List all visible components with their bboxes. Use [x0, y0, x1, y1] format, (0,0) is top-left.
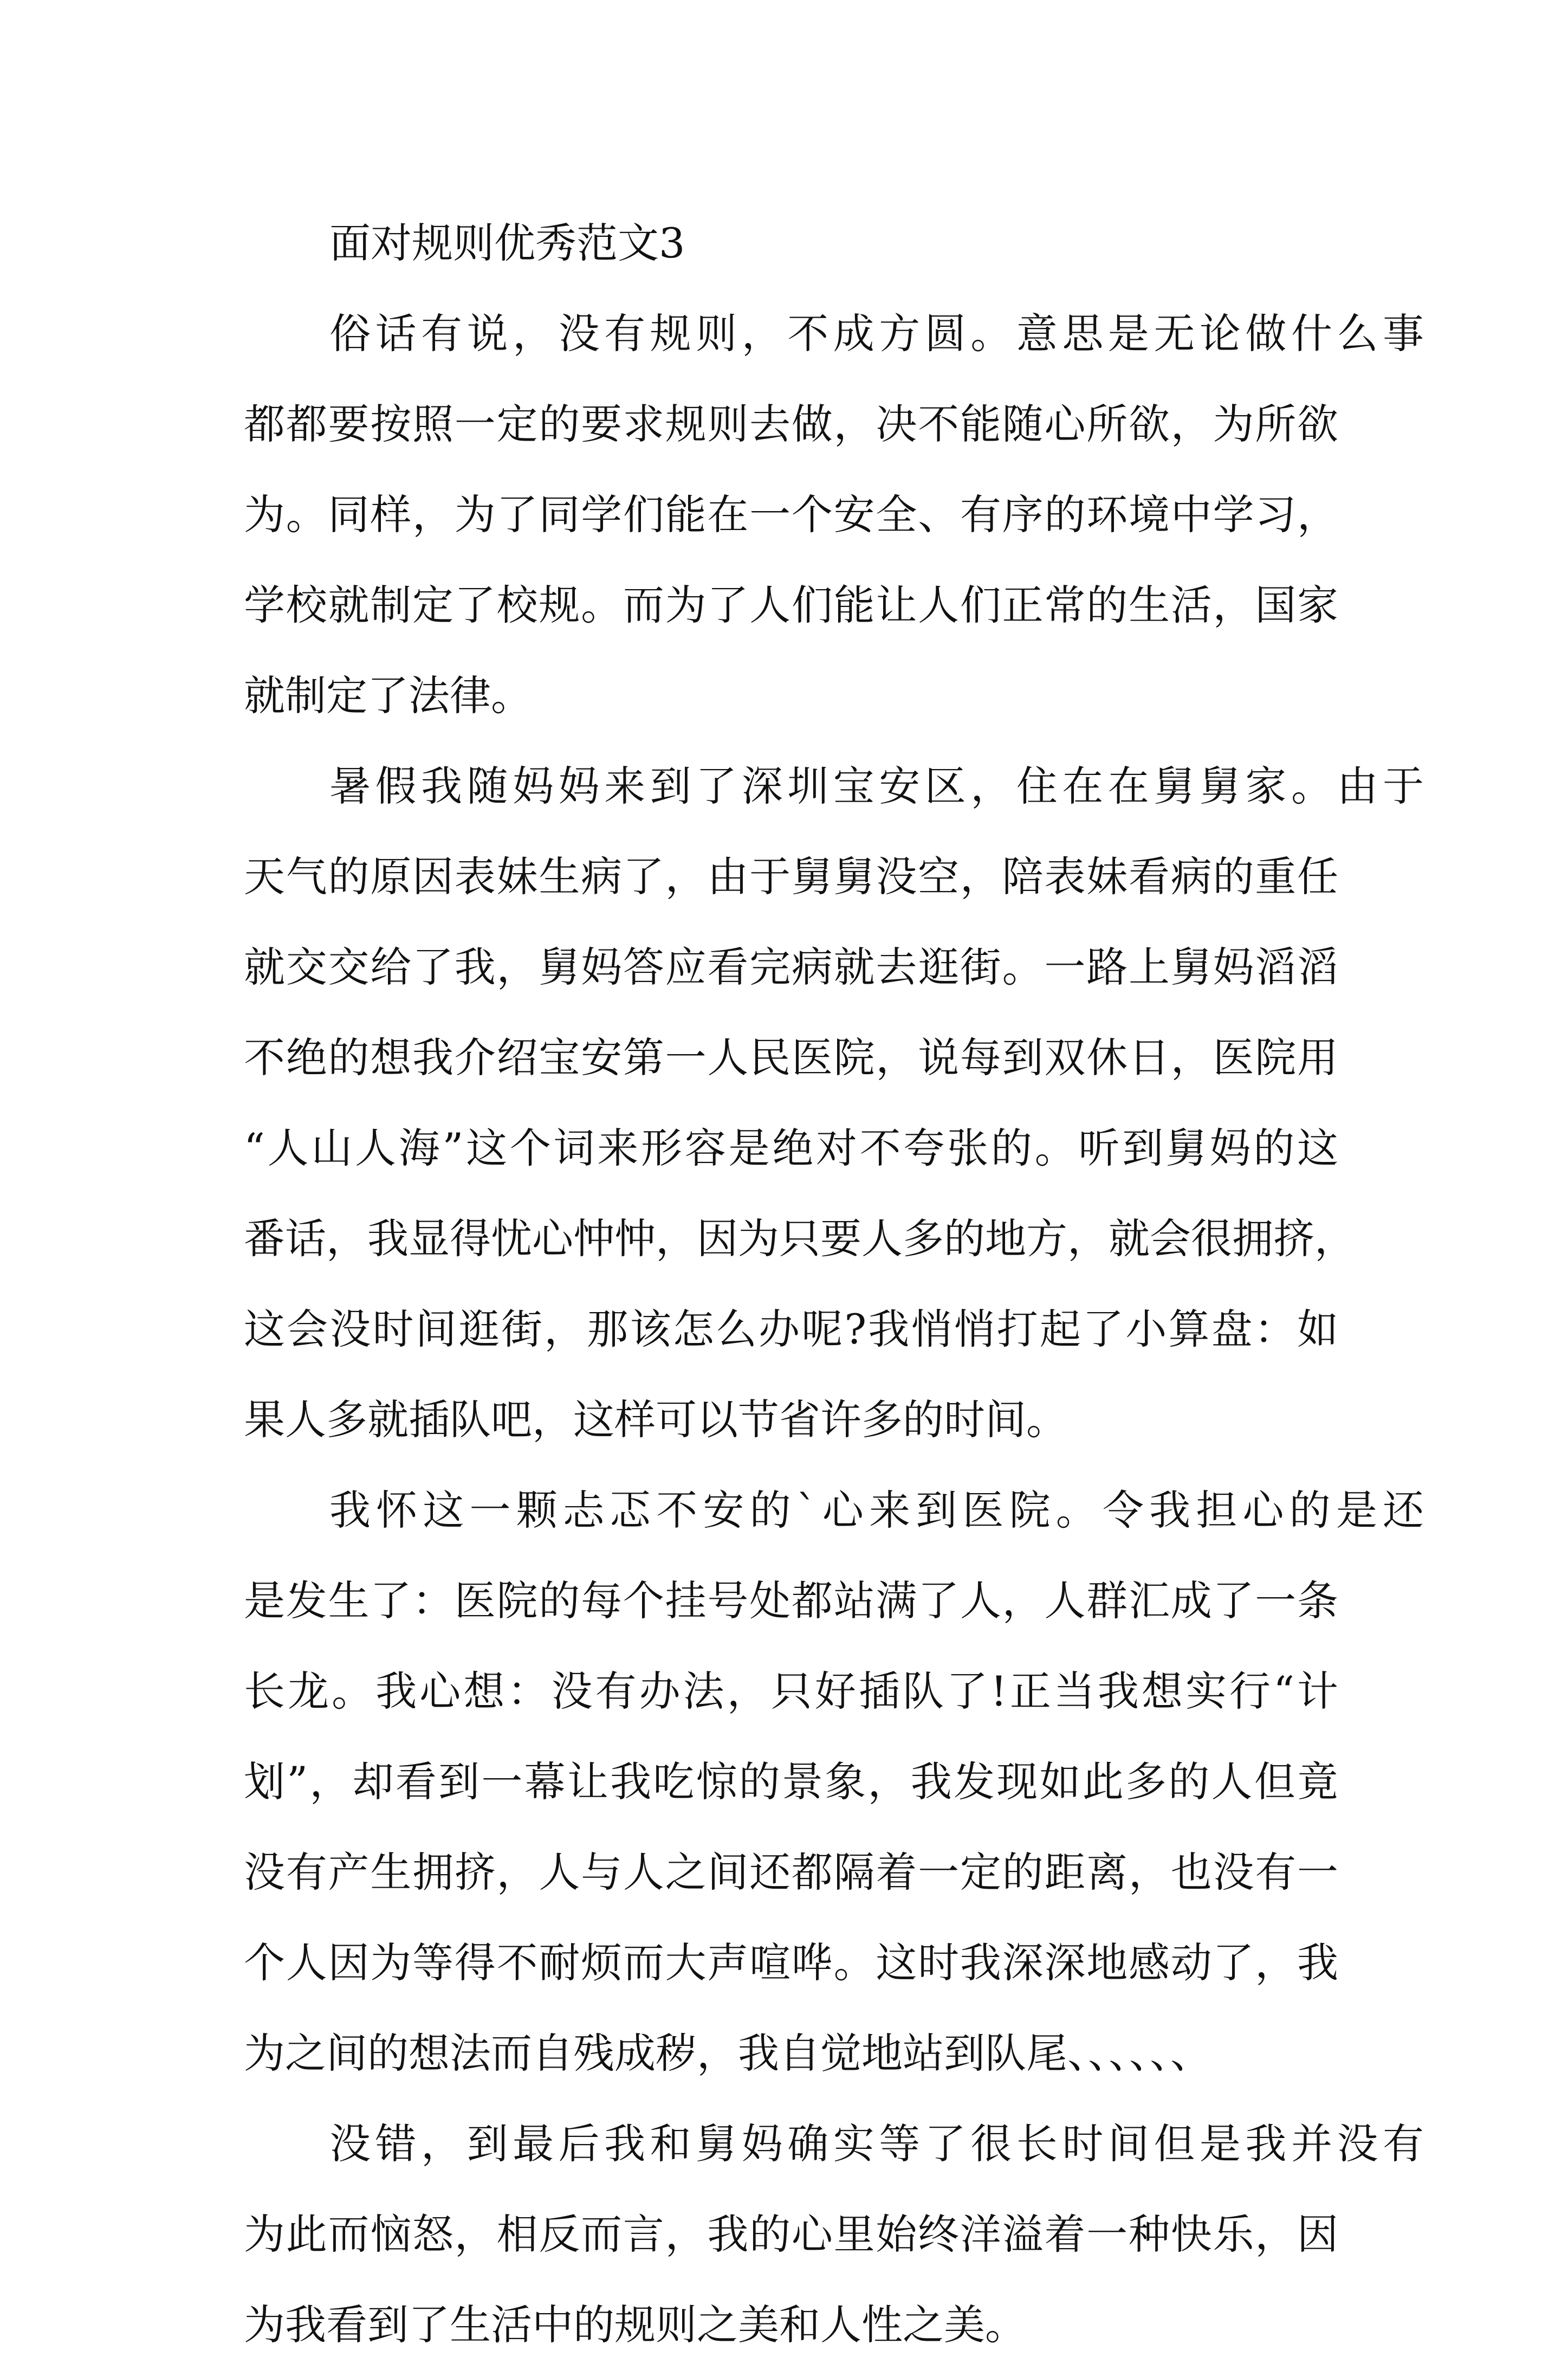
paragraph-3-line-2: 是发生了：医院的每个挂号处都站满了人，人群汇成了一条	[244, 1577, 1338, 1625]
paragraph-3-line-7: 为之间的想法而自残成秽，我自觉地站到队尾、、、、、、	[244, 2029, 1211, 2077]
paragraph-3-line-4: 划”，却看到一幕让我吃惊的景象，我发现如此多的人但竟	[244, 1758, 1338, 1806]
paragraph-2-line-4: 不绝的想我介绍宝安第一人民医院，说每到双休日，医院用	[244, 1034, 1338, 1082]
paragraph-2-line-1: 暑假我随妈妈来到了深圳宝安区，住在在舅舅家。由于	[329, 762, 1424, 810]
paragraph-2-line-8: 果人多就插队吧，这样可以节省许多的时间。	[244, 1396, 1067, 1444]
paragraph-1-line-3: 为。同样，为了同学们能在一个安全、有序的环境中学习，	[244, 490, 1338, 539]
paragraph-1-line-2: 都都要按照一定的要求规则去做，决不能随心所欲，为所欲	[244, 400, 1338, 448]
paragraph-4-line-1: 没错，到最后我和舅妈确实等了很长时间但是我并没有	[329, 2120, 1424, 2168]
paragraph-1-line-4: 学校就制定了校规。而为了人们能让人们正常的生活，国家	[244, 581, 1338, 629]
paragraph-2-line-5: “人山人海”这个词来形容是绝对不夸张的。听到舅妈的这	[244, 1124, 1338, 1172]
paragraph-1-line-1: 俗话有说，没有规则，不成方圆。意思是无论做什么事	[329, 309, 1424, 358]
paragraph-1-line-5: 就制定了法律。	[244, 671, 532, 720]
paragraph-3-line-1: 我怀这一颗忐忑不安的`心来到医院。令我担心的是还	[329, 1486, 1424, 1534]
paragraph-3-line-3: 长龙。我心想：没有办法，只好插队了!正当我想实行“计	[244, 1667, 1338, 1715]
paragraph-4-line-3: 为我看到了生活中的规则之美和人性之美。	[244, 2301, 1026, 2349]
paragraph-3-line-5: 没有产生拥挤，人与人之间还都隔着一定的距离，也没有一	[244, 1848, 1338, 1896]
paragraph-4-line-2: 为此而恼怒，相反而言，我的心里始终洋溢着一种快乐，因	[244, 2210, 1338, 2258]
paragraph-2-line-6: 番话，我显得忧心忡忡，因为只要人多的地方，就会很拥挤，	[244, 1215, 1356, 1263]
paragraph-3-line-6: 个人因为等得不耐烦而大声喧哗。这时我深深地感动了，我	[244, 1939, 1338, 1987]
paragraph-2-line-3: 就交交给了我，舅妈答应看完病就去逛街。一路上舅妈滔滔	[244, 943, 1338, 991]
paragraph-2-line-7: 这会没时间逛街，那该怎么办呢?我悄悄打起了小算盘：如	[244, 1305, 1338, 1353]
paragraph-2-line-2: 天气的原因表妹生病了，由于舅舅没空，陪表妹看病的重任	[244, 853, 1338, 901]
document-body	[244, 198, 1424, 2370]
document-title: 面对规则优秀范文3	[329, 219, 685, 267]
